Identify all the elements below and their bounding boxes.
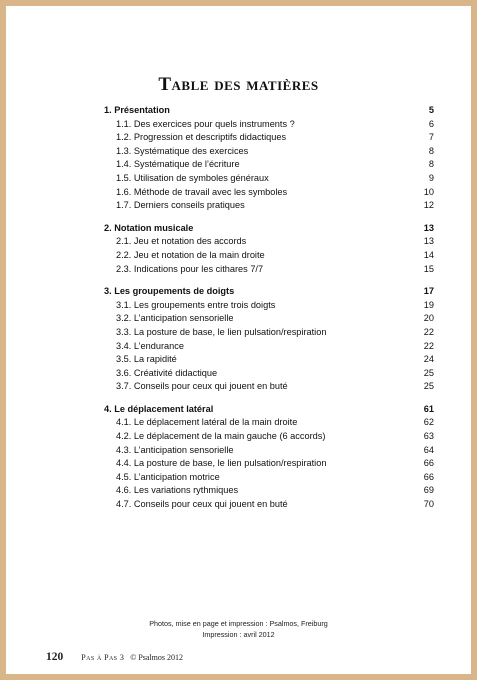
toc-chapter-heading	[104, 285, 434, 299]
toc-entry-label: 4.4. La posture de base, le lien pulsation/respiration	[116, 458, 327, 469]
toc-entry-label: 1.4. Systématique de l’écriture	[116, 159, 240, 170]
toc-entry-label: 3.3. La posture de base, le lien pulsation/respiration	[116, 326, 327, 337]
toc-entry-label: 1.1. Des exercices pour quels instruments ?	[116, 118, 295, 129]
toc-entry-page: 14	[423, 249, 434, 260]
toc-entry-page: 24	[423, 354, 434, 365]
toc-entry	[104, 367, 434, 381]
toc-section	[104, 403, 434, 512]
toc-chapter-heading	[104, 104, 434, 118]
toc-entry	[104, 430, 434, 444]
toc-entry-label: 4.5. L’anticipation motrice	[116, 471, 220, 482]
toc-entry	[104, 186, 434, 200]
toc-entry-label: 3.5. La rapidité	[116, 354, 177, 365]
toc-chapter-heading	[104, 222, 434, 236]
toc-entry-label: 2. Notation musicale	[104, 222, 194, 233]
toc-entry	[104, 172, 434, 186]
toc-entry	[104, 299, 434, 313]
toc-entry	[104, 471, 434, 485]
toc-entry-page: 66	[423, 471, 434, 482]
page-number: 120	[46, 651, 64, 663]
toc-entry	[104, 353, 434, 367]
toc-entry-label: 3.7. Conseils pour ceux qui jouent en buté	[116, 381, 288, 392]
toc-entry-page: 70	[423, 499, 434, 510]
toc-entry	[104, 416, 434, 430]
toc-entry-page: 61	[423, 403, 434, 414]
toc-entry	[104, 131, 434, 145]
credits-line-1: Photos, mise en page et impression : Psalmos, Freiburg	[149, 619, 328, 628]
credits-line-2: Impression : avril 2012	[202, 630, 275, 639]
page-title: Table des matières	[158, 74, 319, 95]
toc-entry-label: 2.3. Indications pour les cithares 7/7	[116, 263, 264, 274]
toc-entry	[104, 457, 434, 471]
toc-section	[104, 104, 434, 213]
toc-entry-page: 25	[423, 381, 434, 392]
toc-entry	[104, 498, 434, 512]
toc-entry-page: 63	[423, 431, 434, 442]
toc-entry-page: 22	[423, 326, 434, 337]
toc-entry-label: 3.2. L’anticipation sensorielle	[116, 313, 234, 324]
series-name: Pas à Pas 3	[81, 653, 125, 662]
toc-entry-page: 8	[428, 145, 434, 156]
toc-entry-page: 13	[423, 222, 434, 233]
table-of-contents	[104, 104, 434, 521]
toc-entry-page: 10	[423, 186, 434, 197]
toc-entry-label: 4. Le déplacement latéral	[104, 403, 214, 414]
toc-section	[104, 222, 434, 276]
copyright: © Psalmos 2012	[130, 653, 183, 662]
toc-entry-label: 4.1. Le déplacement latéral de la main droite	[116, 417, 298, 428]
toc-entry-page: 7	[428, 132, 434, 143]
toc-entry	[104, 199, 434, 213]
toc-entry	[104, 484, 434, 498]
toc-entry-page: 6	[428, 118, 434, 129]
toc-entry-page: 8	[428, 159, 434, 170]
toc-entry-page: 66	[423, 458, 434, 469]
toc-section	[104, 285, 434, 394]
page-footer	[46, 651, 183, 663]
toc-entry-label: 2.2. Jeu et notation de la main droite	[116, 249, 265, 260]
toc-entry-label: 1.6. Méthode de travail avec les symboles	[116, 186, 288, 197]
toc-entry-page: 13	[423, 236, 434, 247]
toc-entry-label: 4.6. Les variations rythmiques	[116, 485, 239, 496]
toc-entry-label: 1.7. Derniers conseils pratiques	[116, 200, 245, 211]
toc-entry-page: 15	[423, 263, 434, 274]
toc-entry	[104, 145, 434, 159]
toc-entry	[104, 340, 434, 354]
toc-entry-label: 3. Les groupements de doigts	[104, 286, 235, 297]
toc-entry	[104, 249, 434, 263]
toc-entry-label: 1. Présentation	[104, 105, 170, 115]
toc-entry-label: 3.4. L’endurance	[116, 340, 184, 351]
toc-entry-label: 1.2. Progression et descriptifs didactiques	[116, 132, 287, 143]
toc-entry-page: 5	[428, 105, 434, 115]
toc-entry	[104, 444, 434, 458]
toc-entry-label: 4.3. L’anticipation sensorielle	[116, 444, 234, 455]
toc-entry-page: 9	[428, 172, 434, 183]
toc-entry	[104, 158, 434, 172]
toc-entry-page: 62	[423, 417, 434, 428]
toc-entry-label: 4.2. Le déplacement de la main gauche (6 accords)	[116, 431, 326, 442]
toc-entry-label: 1.3. Systématique des exercices	[116, 145, 249, 156]
toc-entry	[104, 118, 434, 132]
toc-entry-label: 2.1. Jeu et notation des accords	[116, 236, 247, 247]
toc-entry-page: 22	[423, 340, 434, 351]
document-page	[6, 6, 471, 674]
toc-entry	[104, 312, 434, 326]
toc-entry-page: 69	[423, 485, 434, 496]
toc-entry-label: 4.7. Conseils pour ceux qui jouent en buté	[116, 499, 288, 510]
toc-entry-page: 17	[423, 286, 434, 297]
toc-entry-label: 1.5. Utilisation de symboles généraux	[116, 172, 269, 183]
toc-entry-label: 3.1. Les groupements entre trois doigts	[116, 299, 276, 310]
toc-entry	[104, 380, 434, 394]
toc-entry-page: 25	[423, 367, 434, 378]
toc-chapter-heading	[104, 403, 434, 417]
toc-entry	[104, 326, 434, 340]
toc-entry	[104, 235, 434, 249]
toc-entry-page: 64	[423, 444, 434, 455]
toc-entry-page: 20	[423, 313, 434, 324]
toc-entry-page: 19	[423, 299, 434, 310]
toc-entry-label: 3.6. Créativité didactique	[116, 367, 218, 378]
credits	[6, 618, 471, 640]
toc-entry	[104, 263, 434, 277]
toc-entry-page: 12	[423, 200, 434, 211]
